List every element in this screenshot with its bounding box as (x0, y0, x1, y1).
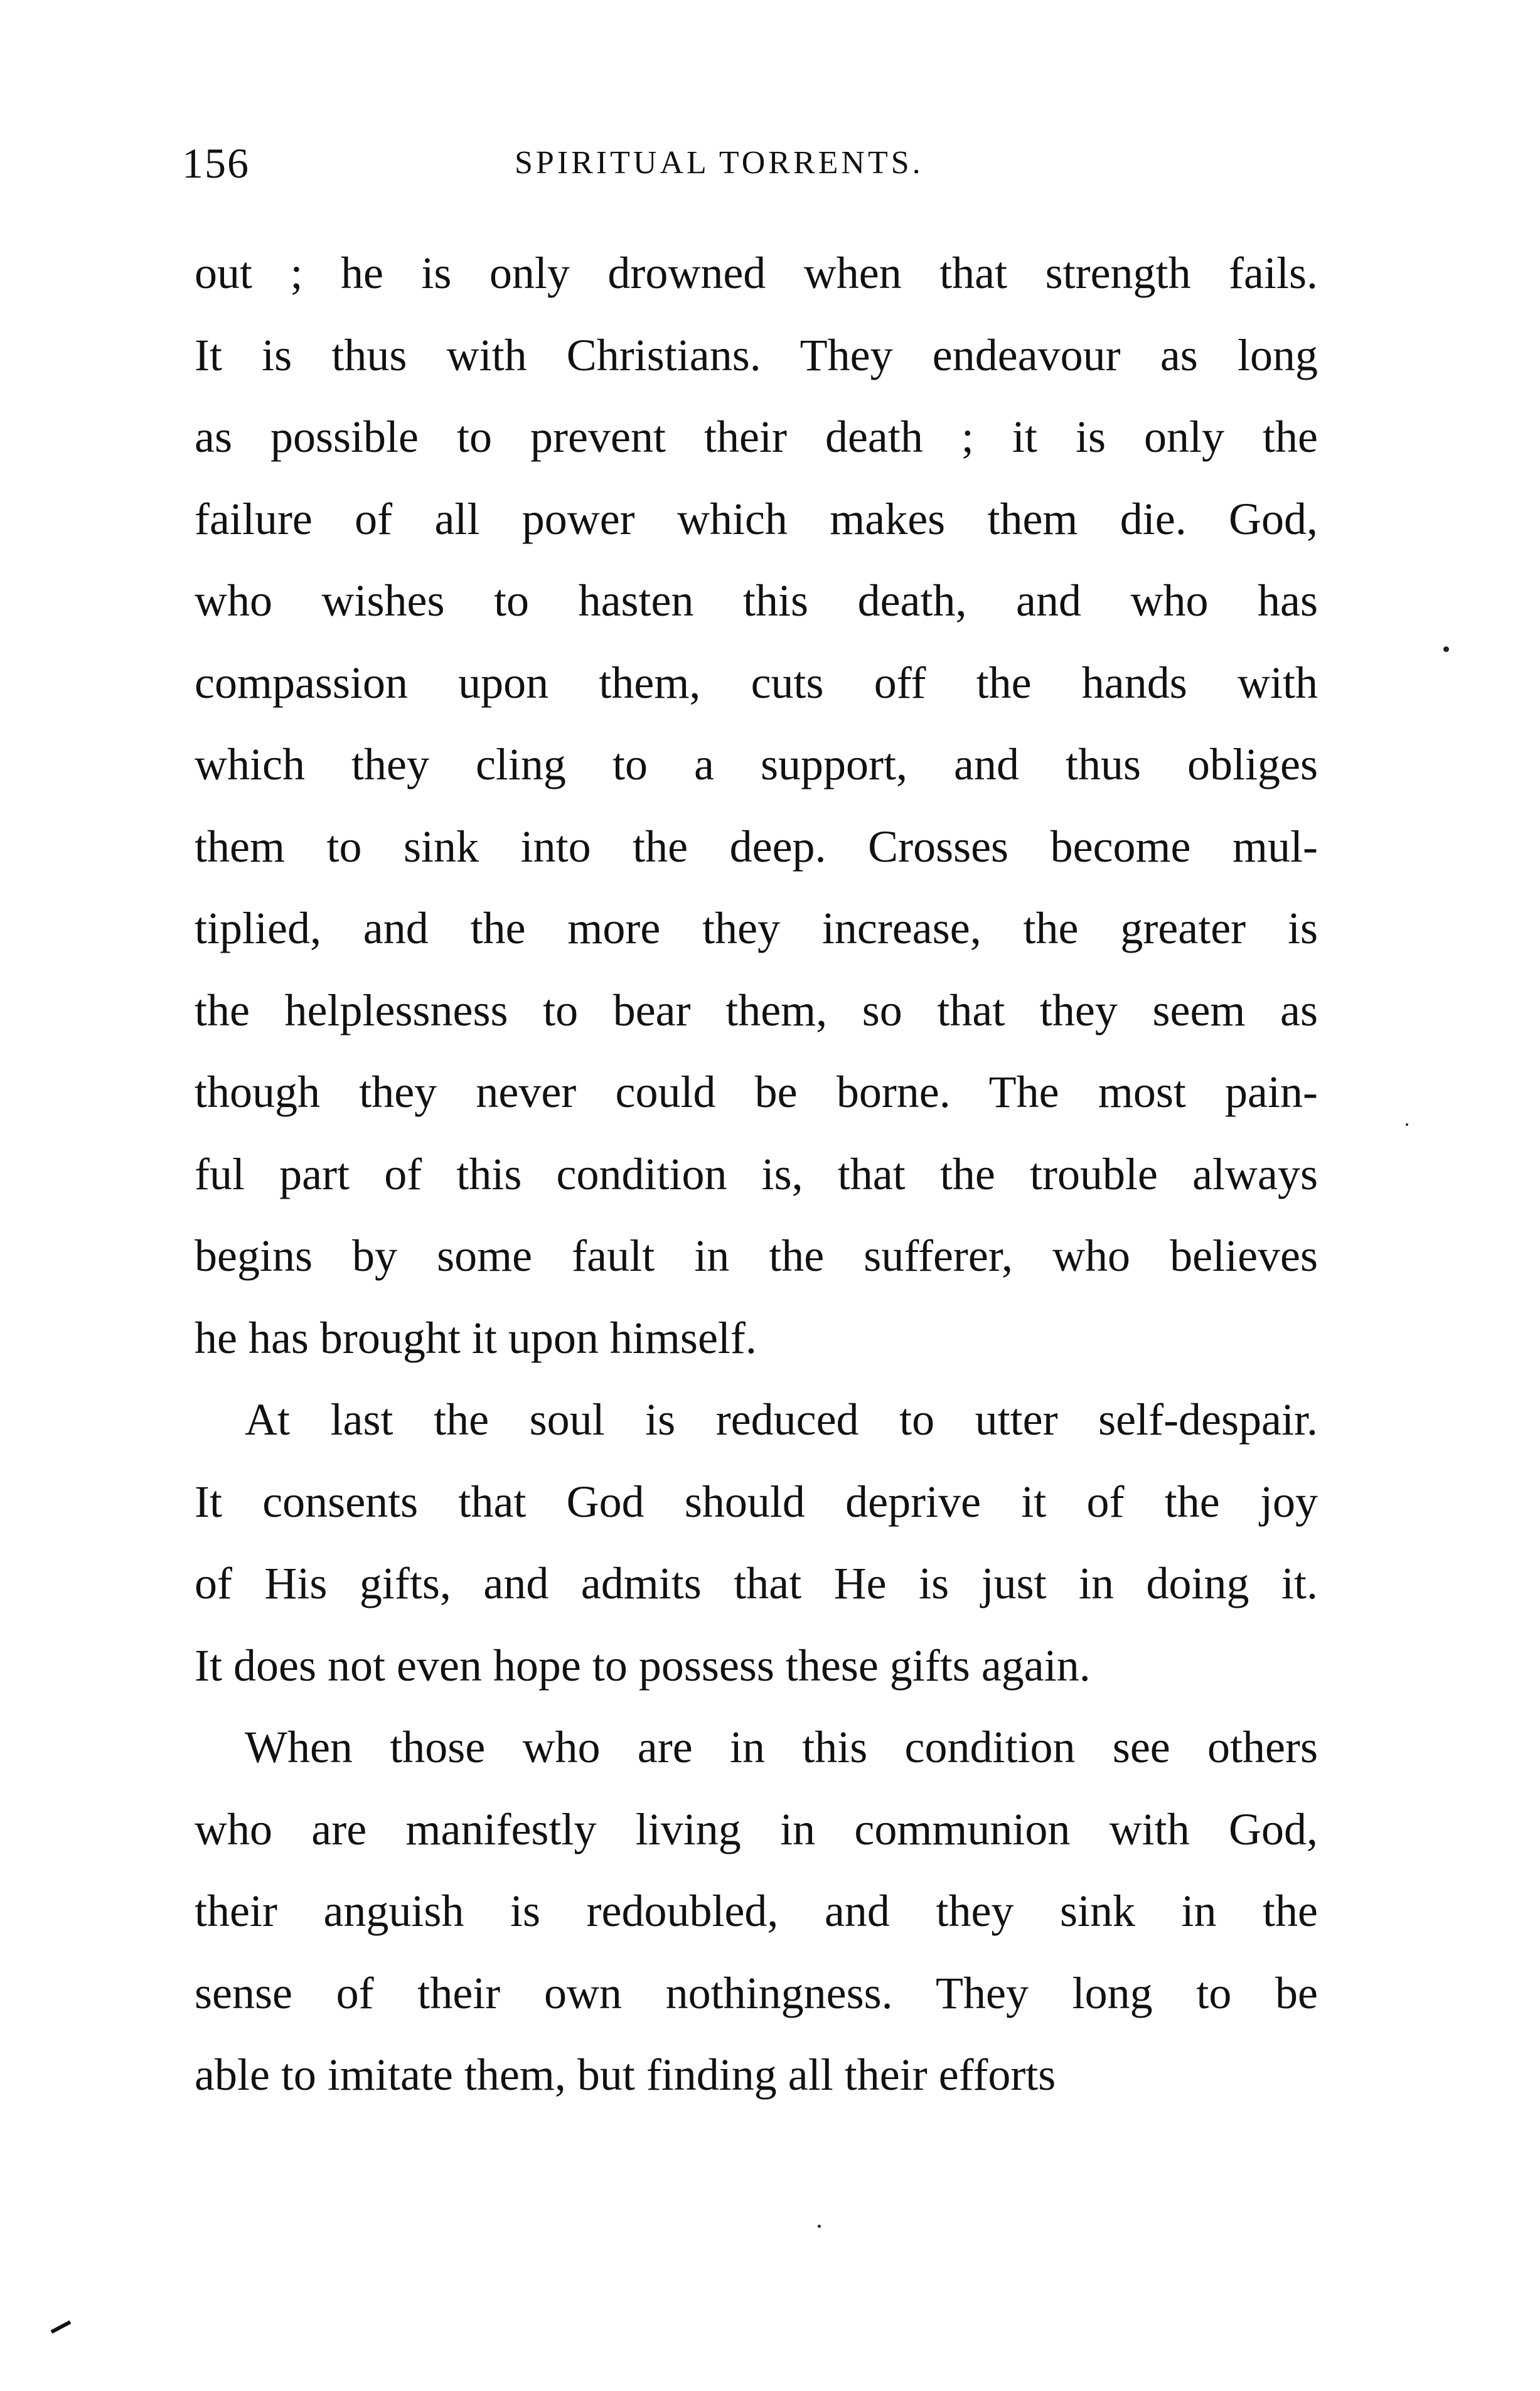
text-line: At last the soul is reduced to utter self-despair. (245, 1394, 1318, 1445)
text-line: ful part of this condition is, that the trouble always (195, 1148, 1318, 1199)
text-line: It consents that God should deprive it of the joy (195, 1476, 1318, 1527)
text-line: he has brought it upon himself. (195, 1312, 757, 1363)
paragraph (195, 1379, 1318, 1706)
page-number: 156 (182, 139, 250, 187)
paragraph (195, 1706, 1318, 2116)
text-line: who are manifestly living in communion with God, (195, 1804, 1318, 1854)
text-line: failure of all power which makes them die. God, (195, 493, 1318, 544)
text-line: who wishes to hasten this death, and who has (195, 575, 1318, 626)
text-line: It does not even hope to possess these gifts again. (195, 1640, 1091, 1691)
scan-speck (1406, 1123, 1408, 1126)
text-line: the helplessness to bear them, so that they seem as (195, 985, 1318, 1035)
body-text (195, 232, 1318, 2116)
text-line: able to imitate them, but finding all their efforts (195, 2050, 1056, 2100)
text-line: It is thus with Christians. They endeavour as long (195, 329, 1318, 380)
scan-speck (1443, 646, 1449, 652)
text-line: them to sink into the deep. Crosses become mul- (195, 821, 1318, 872)
text-line: as possible to prevent their death ; it is only the (195, 412, 1318, 462)
text-line: though they never could be borne. The most pain- (195, 1067, 1318, 1117)
page-header (182, 126, 1337, 201)
scan-speck (818, 2225, 821, 2228)
text-line: When those who are in this condition see others (245, 1722, 1318, 1772)
paragraph (195, 232, 1318, 1379)
text-line: begins by some fault in the sufferer, who believes (195, 1231, 1318, 1281)
text-line: out ; he is only drowned when that strength fails. (195, 248, 1318, 298)
text-line: their anguish is redoubled, and they sink in the (195, 1886, 1318, 1936)
running-head: SPIRITUAL TORRENTS. (515, 145, 924, 181)
text-line: of His gifts, and admits that He is just in doing it. (195, 1558, 1318, 1608)
text-line: tiplied, and the more they increase, the greater is (195, 903, 1318, 953)
text-line: compassion upon them, cuts off the hands with (195, 657, 1318, 708)
text-line: sense of their own nothingness. They long to be (195, 1967, 1318, 2018)
text-line: which they cling to a support, and thus obliges (195, 739, 1318, 789)
scan-mark (51, 2320, 72, 2333)
